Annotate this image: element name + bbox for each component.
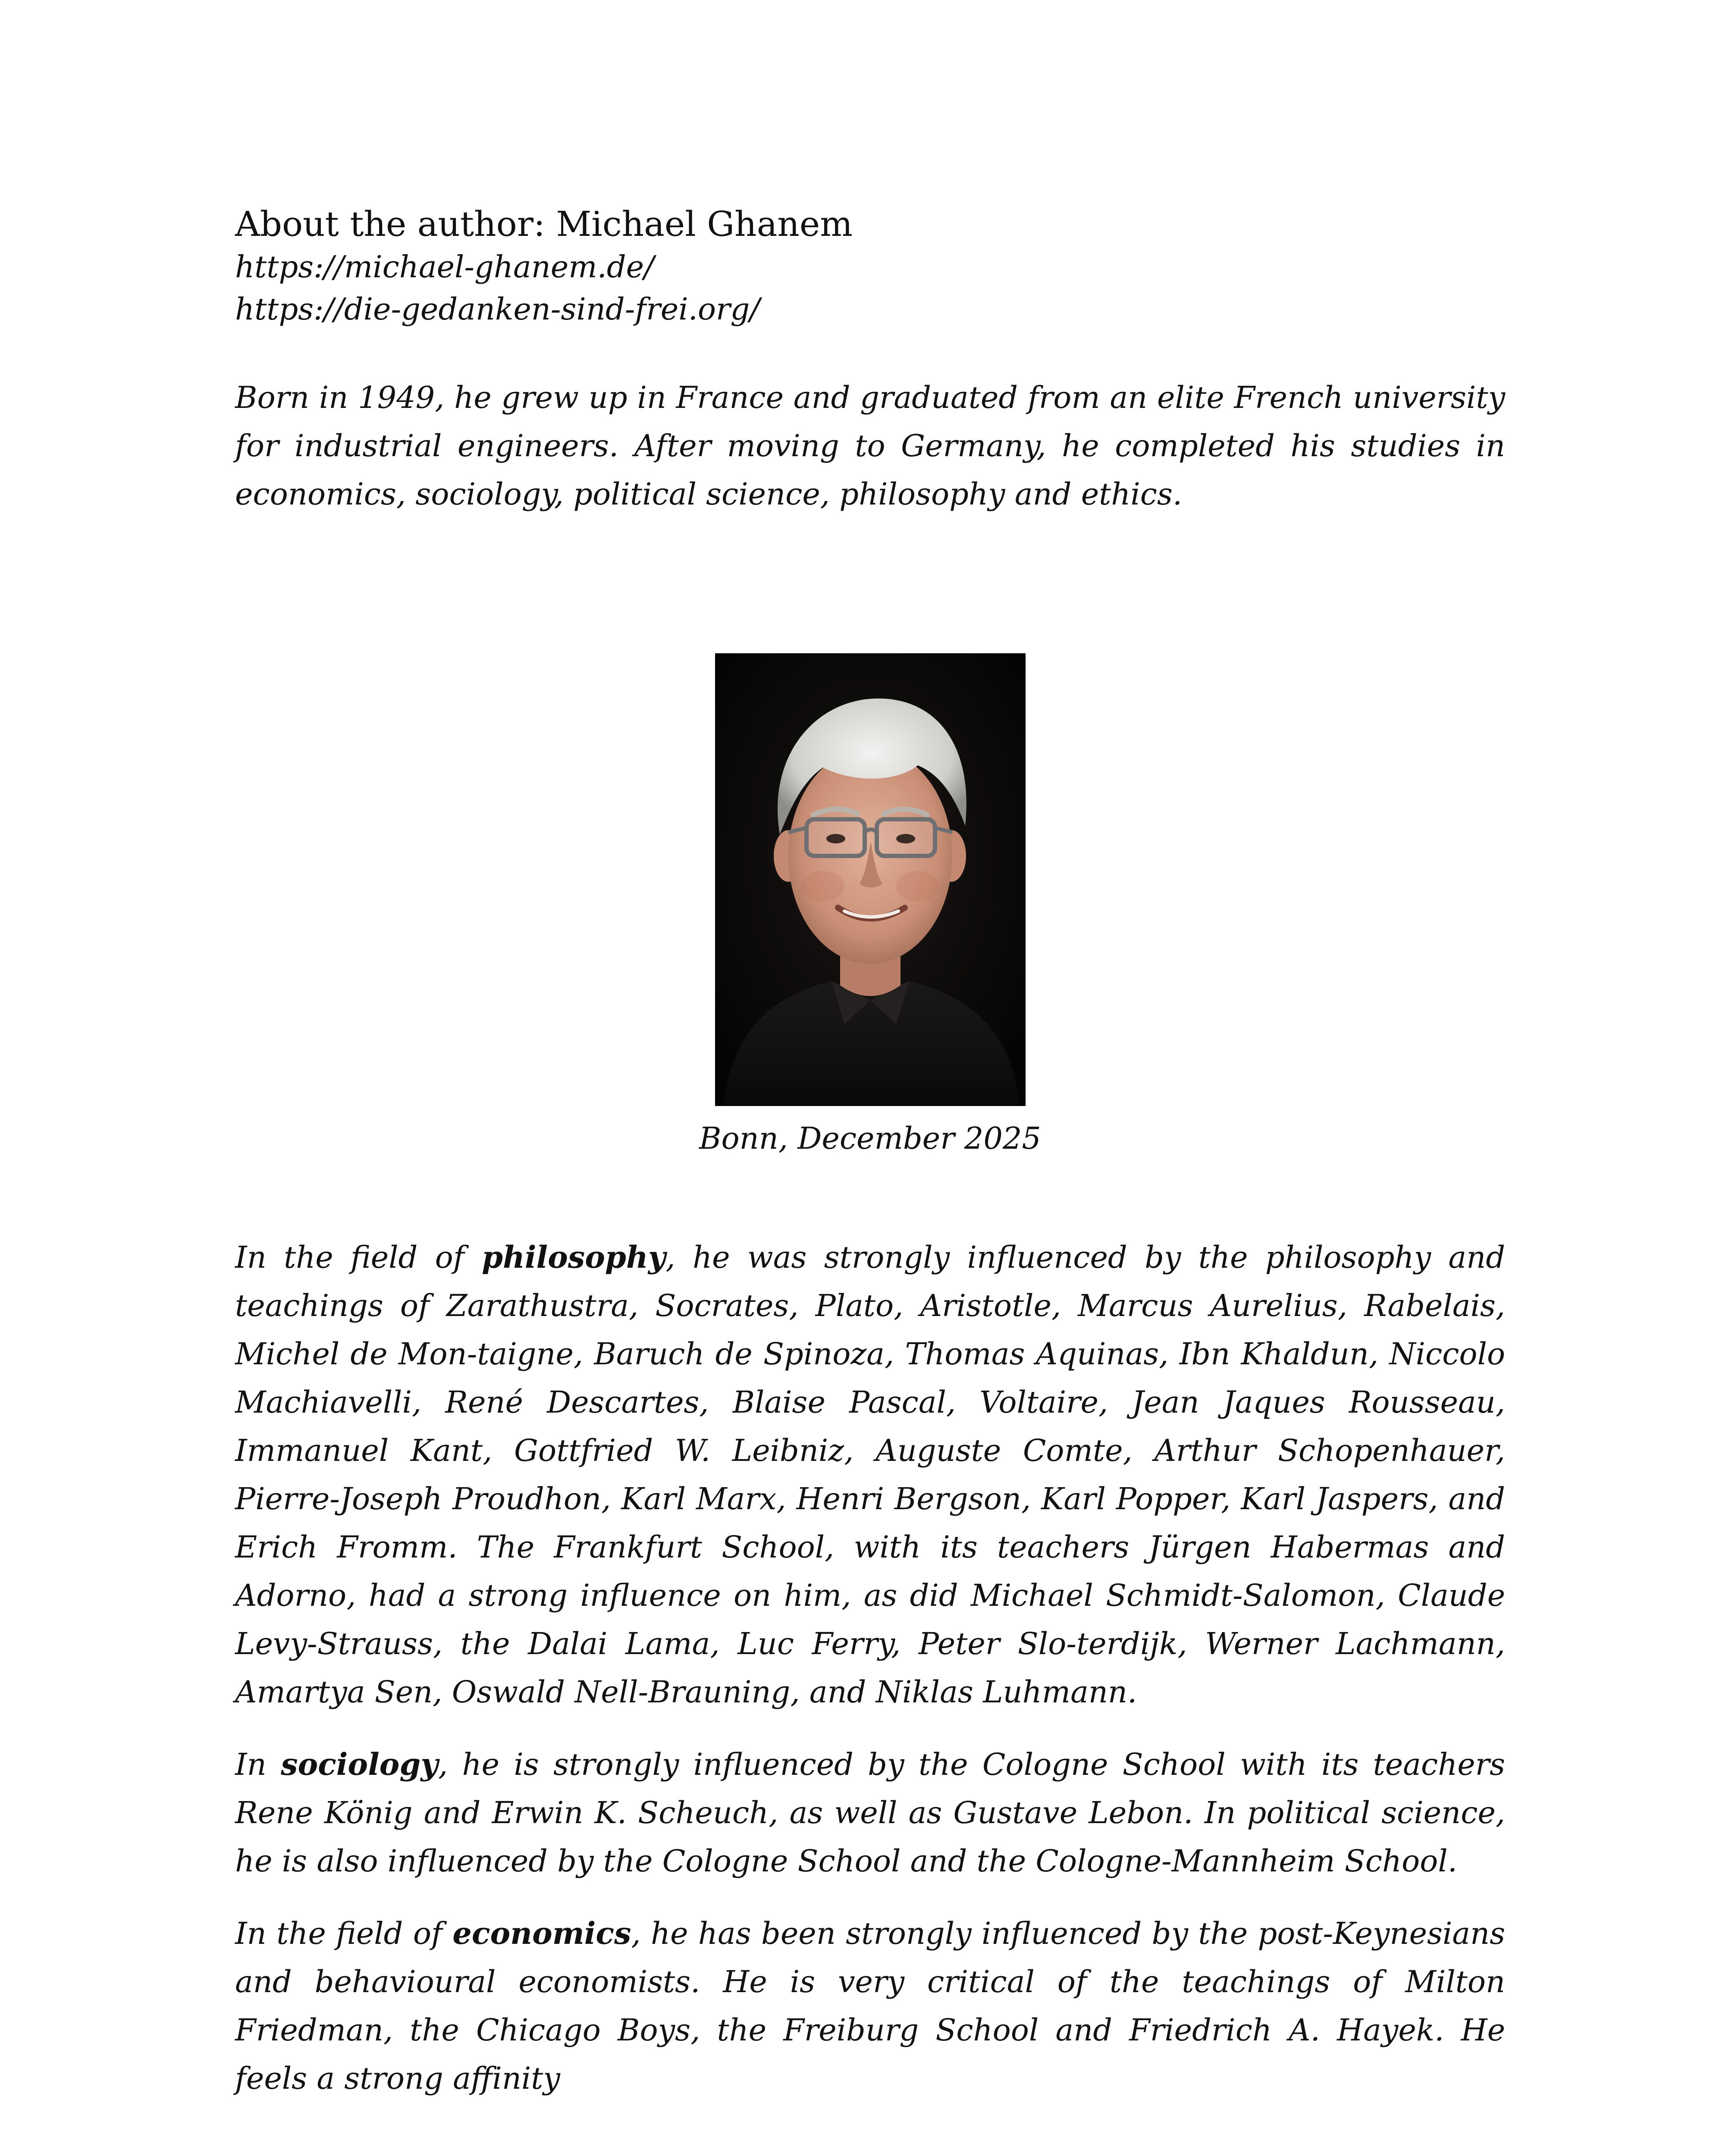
biography-body bbox=[235, 1233, 1505, 2103]
website-link-die-gedanken-sind-frei[interactable]: https://die-gedanken-sind-frei.org/ bbox=[235, 291, 760, 327]
document-page bbox=[235, 203, 1506, 2096]
philosophy-paragraph bbox=[235, 1233, 1505, 1716]
economics-keyword: economics bbox=[452, 1915, 631, 1951]
portrait-image bbox=[715, 653, 1026, 1106]
economics-text: , he has been strongly influenced by the post-Keynesians and behavioural economists. He is very critical of the teachings of Milton Friedman, the Chicago Boys, the Freiburg School and Friedrich A. Hayek. He feels a strong affinity bbox=[235, 1916, 1505, 2096]
page-title: About the author: Michael Ghanem bbox=[235, 204, 853, 244]
photo-caption: Bonn, December 2025 bbox=[699, 1121, 1041, 1156]
economics-paragraph bbox=[235, 1909, 1505, 2103]
philosophy-text: , he was strongly influenced by the philosophy and teachings of Zarathustra, Socrates, Plato, Aristotle, Marcus Aurelius, Rabelais, Michel de Mon-taigne, Baruch de Spinoza, Thomas Aquinas, Ibn Khaldun, Niccolo Machiavelli, René Descartes, Blaise Pascal, Voltaire, Jean Jaques Rousseau, Immanuel Kant, Gottfried W. Leibniz, Auguste Comte, Arthur Schopenhauer, Pierre-Joseph Proudhon, Karl Marx, Henri Bergson, Karl Popper, Karl Jaspers, and Erich Fromm. The Frankfurt School, with its teachers Jürgen Habermas and Adorno, had a strong influence on him, as did Michael Schmidt-Salomon, Claude Levy-Strauss, the Dalai Lama, Luc Ferry, Peter Slo-terdijk, Werner Lachmann, Amartya Sen, Oswald Nell-Brauning, and Niklas Luhmann. bbox=[235, 1240, 1506, 1710]
website-link-michael-ghanem[interactable]: https://michael-ghanem.de/ bbox=[235, 249, 654, 285]
author-photo bbox=[715, 653, 1026, 1106]
philosophy-keyword: philosophy bbox=[482, 1239, 666, 1275]
sociology-paragraph bbox=[235, 1740, 1505, 1885]
economics-lead: In the field of bbox=[235, 1916, 453, 1951]
sociology-lead: In bbox=[235, 1747, 281, 1782]
intro-paragraph: Born in 1949, he grew up in France and graduated from an elite French university for industrial engineers. After moving to Germany, he completed his studies in economics, sociology, political science, philosophy and ethics. bbox=[235, 380, 1505, 512]
philosophy-lead: In the field of bbox=[235, 1240, 482, 1275]
sociology-keyword: sociology bbox=[281, 1746, 438, 1782]
sociology-text: , he is strongly influenced by the Cologne School with its teachers Rene König and Erwin K. Scheuch, as well as Gustave Lebon. In political science, he is also influenced by the Cologne School and the Cologne-Mannheim School. bbox=[235, 1747, 1505, 1879]
